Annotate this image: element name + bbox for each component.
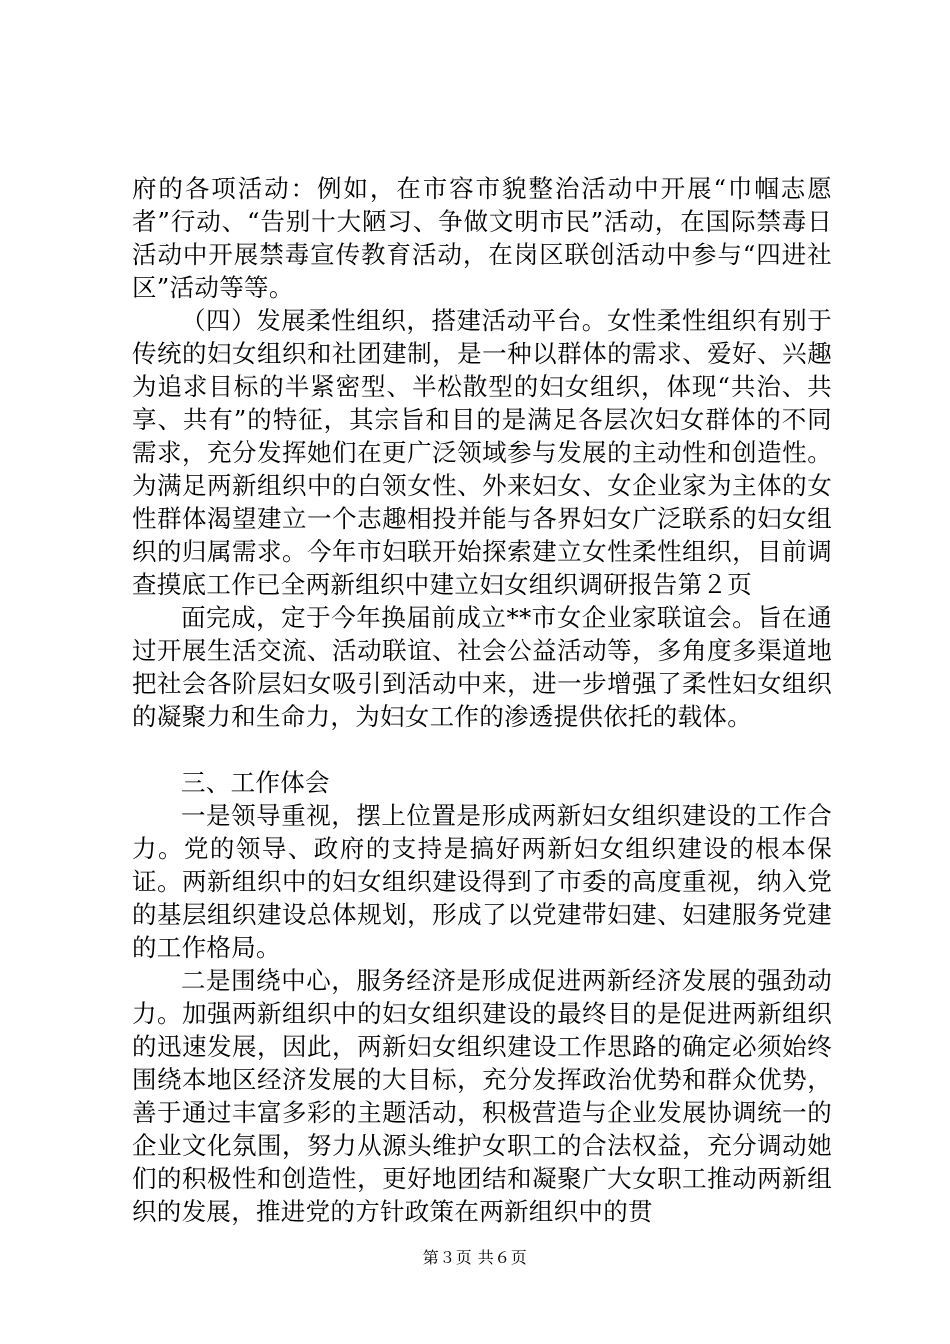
page-footer: 第３页 共６页 <box>422 1248 528 1267</box>
paragraph-flexible-organizations: （四）发展柔性组织，搭建活动平台。女性柔性组织有别于传统的妇女组织和社团建制，是一种以群体的需求、爱好、兴趣为追求目标的半紧密型、半松散型的妇女组织，体现“共治、共享、共有”的特征，其宗旨和目的是满足各层次妇女群体的不同需求，充分发挥她们在更广泛领域参与发展的主动性和创造性。为满足两新组织中的白领女性、外来妇女、女企业家为主体的女性群体渴望建立一个志趣相投并能与各界妇女广泛联系的妇女组织的归属需求。今年市妇联开始探索建立女性柔性组织，目前调查摸底工作已全两新组织中建立妇女组织调研报告第２页 <box>132 306 832 599</box>
paragraph-serve-economy: 二是围绕中心，服务经济是形成促进两新经济发展的强劲动力。加强两新组织中的妇女组织建设的最终目的是促进两新组织的迅速发展，因此，两新妇女组织建设工作思路的确定必须始终围绕本地区经济发展的大目标，充分发挥政治优势和群众优势，善于通过丰富多彩的主题活动，积极营造与企业发展协调统一的企业文化氛围，努力从源头维护女职工的合法权益，充分调动她们的积极性和创造性，更好地团结和凝聚广大女职工推动两新组织的发展，推进党的方针政策在两新组织中的贯 <box>132 966 832 1226</box>
paragraph-womens-entrepreneur-association: 面完成，定于今年换届前成立**市女企业家联谊会。旨在通过开展生活交流、活动联谊、社会公益活动等，多角度多渠道地把社会各阶层妇女吸引到活动中来，进一步增强了柔性妇女组织的凝聚力和生命力，为妇女工作的渗透提供依托的载体。 <box>132 603 832 731</box>
document-body <box>132 172 832 1228</box>
paragraph-leadership-attention: 一是领导重视，摆上位置是形成两新妇女组织建设的工作合力。党的领导、政府的支持是搞好两新妇女组织建设的根本保证。两新组织中的妇女组织建设得到了市委的高度重视，纳入党的基层组织建设总体规划，形成了以党建带妇建、妇建服务党建的工作格局。 <box>132 801 832 962</box>
paragraph-continued: 府的各项活动：例如，在市容市貌整治活动中开展“巾帼志愿者”行动、“告别十大陋习、争做文明市民”活动，在国际禁毒日活动中开展禁毒宣传教育活动，在岗区联创活动中参与“四进社区”活动等等。 <box>132 174 832 302</box>
section-heading-work-experience: 三、工作体会 <box>181 768 330 797</box>
